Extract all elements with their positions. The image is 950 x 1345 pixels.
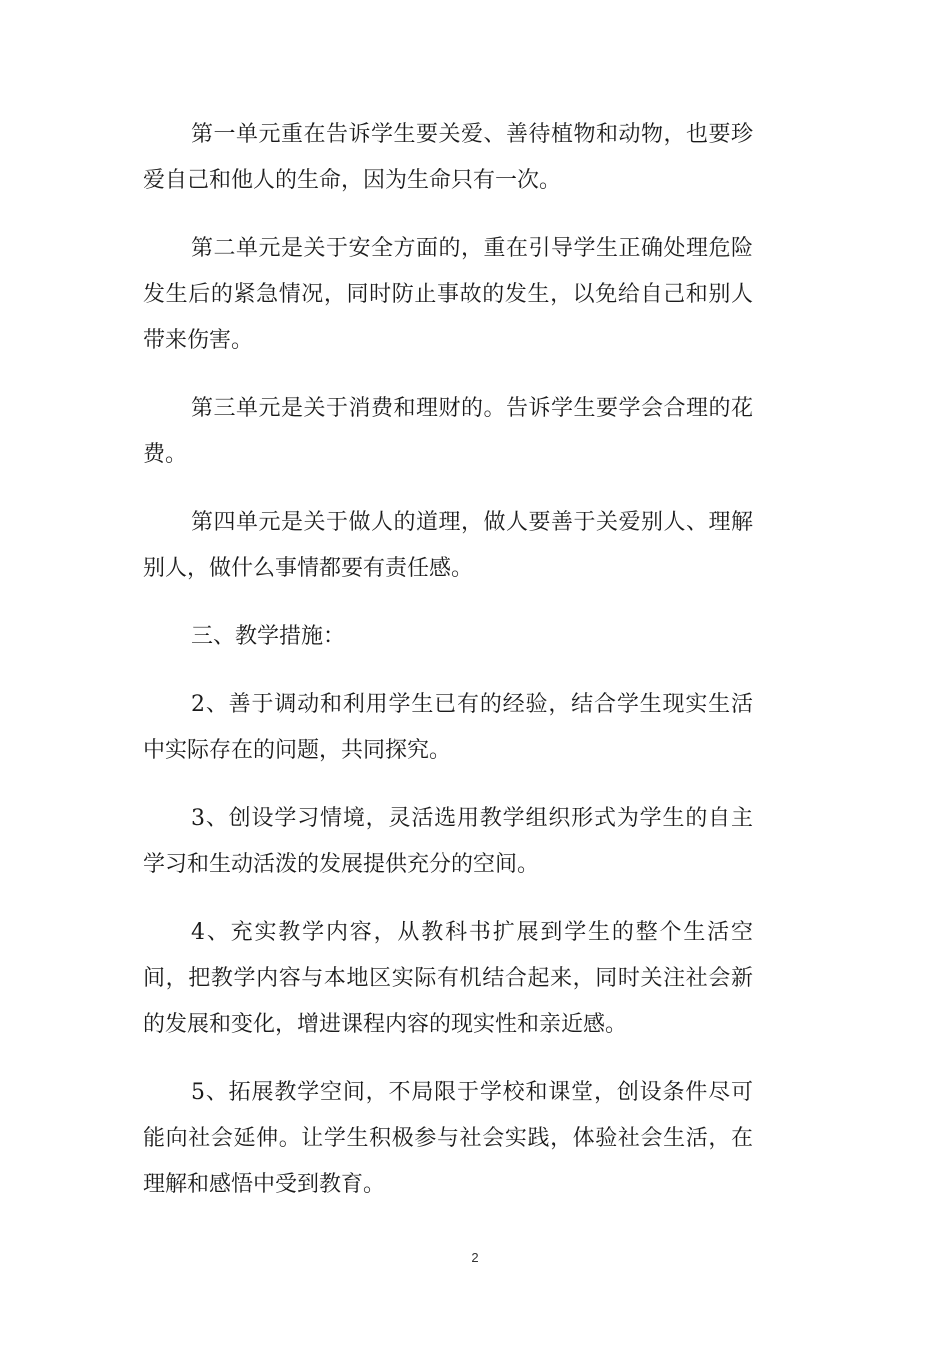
page-number: 2 [471,1250,479,1265]
measure-item-3: 3、创设学习情境，灵活选用教学组织形式为学生的自主学习和生动活泼的发展提供充分的空间。 [143,806,753,877]
measure-item-4: 4、充实教学内容，从教科书扩展到学生的整个生活空间，把教学内容与本地区实际有机结合起来，同时关注社会新的发展和变化，增进课程内容的现实性和亲近感。 [143,920,753,1037]
section-heading-teaching-measures: 三、教学措施： [191,624,346,649]
measure-item-2: 2、善于调动和利用学生已有的经验，结合学生现实生活中实际存在的问题，共同探究。 [143,692,753,763]
paragraph-unit-two: 第二单元是关于安全方面的，重在引导学生正确处理危险发生后的紧急情况，同时防止事故的发生，以免给自己和别人带来伤害。 [143,236,753,353]
paragraph-unit-three: 第三单元是关于消费和理财的。告诉学生要学会合理的花费。 [143,396,753,467]
paragraph-unit-four: 第四单元是关于做人的道理，做人要善于关爱别人、理解别人，做什么事情都要有责任感。 [143,510,753,581]
measure-item-5: 5、拓展教学空间，不局限于学校和课堂，创设条件尽可能向社会延伸。让学生积极参与社会实践，体验社会生活，在理解和感悟中受到教育。 [143,1080,753,1197]
paragraph-unit-one: 第一单元重在告诉学生要关爱、善待植物和动物，也要珍爱自己和他人的生命，因为生命只有一次。 [143,122,753,193]
document-body [143,112,753,1208]
